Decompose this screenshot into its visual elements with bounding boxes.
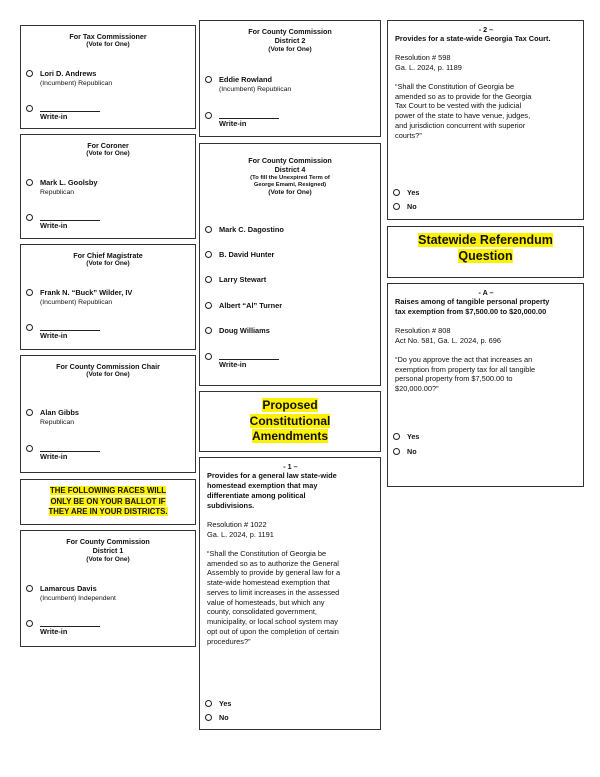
referendum-title-line: Statewide Referendum — [418, 233, 553, 247]
write-in-line[interactable] — [40, 104, 100, 112]
race-title: For County Commission — [66, 537, 150, 546]
oval-bubble[interactable] — [205, 76, 212, 83]
oval-bubble[interactable] — [393, 433, 400, 440]
race-district: District 4 — [274, 165, 306, 175]
oval-bubble[interactable] — [393, 189, 400, 196]
referendum-number: - A – — [478, 288, 494, 297]
act-citation: Act No. 581, Ga. L. 2024, p. 696 — [395, 336, 502, 346]
amendment-1 — [199, 457, 381, 730]
notice-line: THEY ARE IN YOUR DISTRICTS. — [48, 507, 168, 517]
race-district: District 1 — [92, 546, 124, 556]
race-title: For County Commission Chair — [56, 362, 160, 371]
race-title: For Coroner — [87, 141, 129, 150]
oval-bubble[interactable] — [205, 714, 212, 721]
oval-bubble[interactable] — [393, 203, 400, 210]
race-district-1 — [20, 530, 196, 647]
race-district-4 — [199, 143, 381, 386]
oval-bubble[interactable] — [26, 620, 33, 627]
no-option[interactable]: No — [206, 713, 229, 722]
oval-bubble[interactable] — [205, 302, 212, 309]
race-title: For Chief Magistrate — [73, 251, 143, 260]
yes-option[interactable]: Yes — [394, 432, 419, 441]
amendment-number: - 2 – — [478, 25, 494, 34]
candidate-option[interactable]: Larry Stewart — [206, 275, 266, 285]
write-in-line[interactable] — [40, 444, 100, 452]
candidate-option[interactable]: Alan Gibbs Republican — [27, 408, 79, 427]
candidate-option[interactable]: Eddie Rowland (Incumbent) Republican — [206, 75, 291, 94]
oval-bubble[interactable] — [205, 353, 212, 360]
write-in-line[interactable] — [219, 111, 279, 119]
referendum-title: Raises among of tangible personal property tax exemption from $7,500.00 to $20,000.00 — [395, 297, 550, 317]
resolution-number: Resolution # 598 — [395, 53, 451, 63]
oval-bubble[interactable] — [26, 214, 33, 221]
amendment-number: - 1 – — [283, 462, 298, 471]
amendment-title: Provides for a state-wide Georgia Tax Court. — [395, 34, 551, 44]
race-county-commission-chair — [20, 355, 196, 473]
oval-bubble[interactable] — [26, 70, 33, 77]
race-note: George Emami, Resigned) — [253, 181, 327, 188]
race-district: District 2 — [274, 36, 306, 46]
vote-instruction: (Vote for One) — [86, 260, 130, 268]
race-coroner — [20, 134, 196, 239]
candidate-option[interactable]: Mark C. Dagostino — [206, 225, 284, 235]
amendments-title-line: Constitutional — [249, 413, 331, 428]
write-in-option[interactable]: Write-in — [27, 619, 100, 637]
oval-bubble[interactable] — [205, 112, 212, 119]
race-tax-commissioner — [20, 25, 196, 129]
amendments-title-line: Amendments — [251, 429, 328, 444]
write-in-line[interactable] — [40, 323, 100, 331]
candidate-option[interactable]: Albert “Al” Turner — [206, 301, 282, 311]
oval-bubble[interactable] — [205, 251, 212, 258]
referendum-title-line: Question — [458, 249, 513, 264]
write-in-line[interactable] — [40, 213, 100, 221]
write-in-option[interactable]: Write-in — [27, 323, 100, 341]
amendment-title: Provides for a general law state-wide homestead exemption that may differentiate among political subdivisions. — [207, 471, 337, 511]
ballot-question: “Do you approve the act that increases an exemption from property tax for all tangible personal property from $7,500.00 to $20,000.00?” — [395, 354, 536, 394]
ga-law-citation: Ga. L. 2024, p. 1191 — [207, 530, 274, 540]
referendum-header — [387, 226, 584, 278]
oval-bubble[interactable] — [26, 585, 33, 592]
vote-instruction: (Vote for One) — [268, 189, 312, 197]
district-notice — [20, 479, 196, 525]
vote-instruction: (Vote for One) — [268, 45, 312, 53]
write-in-option[interactable]: Write-in — [206, 111, 279, 129]
vote-instruction: (Vote for One) — [86, 371, 130, 379]
amendments-header — [199, 391, 381, 452]
oval-bubble[interactable] — [393, 448, 400, 455]
race-title: For Tax Commissioner — [69, 32, 147, 41]
write-in-option[interactable]: Write-in — [27, 444, 100, 462]
candidate-option[interactable]: Lamarcus Davis (Incumbent) Independent — [27, 584, 116, 603]
ga-law-citation: Ga. L. 2024, p. 1189 — [395, 63, 462, 73]
candidate-option[interactable]: Lori D. Andrews (Incumbent) Republican — [27, 69, 112, 88]
oval-bubble[interactable] — [26, 324, 33, 331]
race-district-2 — [199, 20, 381, 137]
write-in-option[interactable]: Write-in — [27, 104, 100, 122]
race-chief-magistrate — [20, 244, 196, 350]
amendment-2 — [387, 20, 584, 220]
candidate-option[interactable]: Frank N. “Buck” Wilder, IV (Incumbent) Republican — [27, 288, 132, 307]
resolution-number: Resolution # 1022 — [207, 520, 267, 530]
vote-instruction: (Vote for One) — [86, 41, 130, 49]
candidate-party: (Incumbent) Republican — [40, 79, 113, 87]
write-in-option[interactable]: Write-in — [27, 213, 100, 231]
referendum-a — [387, 283, 584, 487]
oval-bubble[interactable] — [26, 105, 33, 112]
oval-bubble[interactable] — [205, 226, 212, 233]
oval-bubble[interactable] — [26, 409, 33, 416]
yes-option[interactable]: Yes — [206, 699, 231, 708]
candidate-option[interactable]: Mark L. Goolsby Republican — [27, 178, 98, 197]
write-in-line[interactable] — [219, 352, 279, 360]
ballot-question: “Shall the Constitution of Georgia be amended so as to provide for the Georgia Tax Court to be vested with the judicial power of the state to have venue, judges, and jurisdiction concurrent with superior courts?” — [395, 81, 532, 140]
race-note: (To fill the Unexpired Term of — [250, 174, 330, 181]
yes-option[interactable]: Yes — [394, 188, 419, 197]
notice-line: THE FOLLOWING RACES WILL — [49, 486, 167, 495]
ballot-question: “Shall the Constitution of Georgia be amended so as to authorize the General Assembly to provide by general law for a state-wide homestead exemption that serves to limit increases in the assessed value of homesteads, but which any county, consolidated government, municipality, or local school system may opt out of upon the completion of certain procedures?” — [207, 548, 341, 646]
race-title: For County Commission — [248, 27, 332, 36]
oval-bubble[interactable] — [26, 445, 33, 452]
oval-bubble[interactable] — [26, 289, 33, 296]
no-option[interactable]: No — [394, 447, 417, 456]
resolution-number: Resolution # 808 — [395, 326, 451, 336]
write-in-line[interactable] — [40, 619, 100, 627]
vote-instruction: (Vote for One) — [86, 555, 130, 563]
write-in-option[interactable]: Write-in — [206, 352, 279, 370]
oval-bubble[interactable] — [205, 700, 212, 707]
candidate-option[interactable]: B. David Hunter — [206, 250, 274, 260]
race-title: For County Commission — [248, 156, 332, 165]
vote-instruction: (Vote for One) — [86, 150, 130, 158]
no-option[interactable]: No — [394, 202, 417, 211]
notice-line: ONLY BE ON YOUR BALLOT IF — [50, 496, 166, 506]
oval-bubble[interactable] — [205, 276, 212, 283]
candidate-option[interactable]: Doug Williams — [206, 326, 270, 336]
oval-bubble[interactable] — [205, 327, 212, 334]
amendments-title-line: Proposed — [262, 398, 318, 412]
oval-bubble[interactable] — [26, 179, 33, 186]
